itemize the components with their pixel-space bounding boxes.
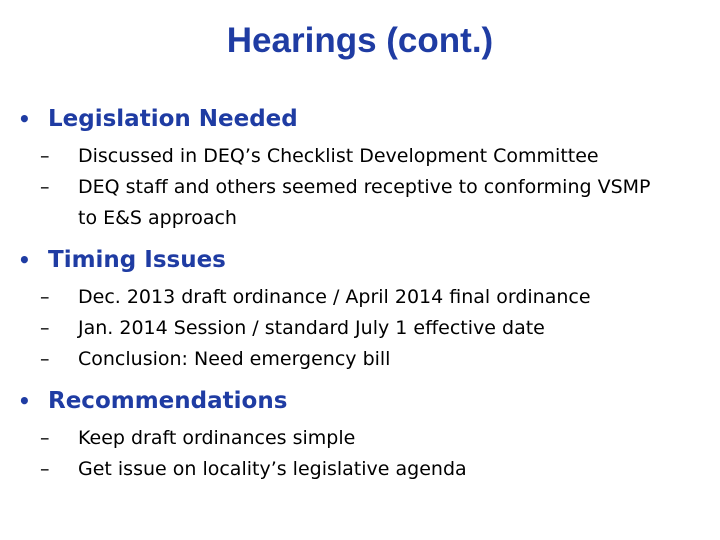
sub-item xyxy=(18,344,718,375)
sub-item xyxy=(18,282,718,313)
dash-icon: – xyxy=(40,176,50,198)
bullet-dot-icon: • xyxy=(18,107,31,131)
sub-item-text: DEQ staff and others seemed receptive to conforming VSMP xyxy=(78,176,651,198)
bullet-heading-text: Timing Issues xyxy=(48,247,226,273)
sub-item xyxy=(18,454,718,485)
section-timing-issues xyxy=(18,242,718,375)
sub-list xyxy=(18,423,718,485)
sub-item-continuation xyxy=(18,203,718,234)
sub-item-text: Dec. 2013 draft ordinance / April 2014 final ordinance xyxy=(78,286,591,308)
bullet-dot-icon: • xyxy=(18,389,31,413)
sub-item xyxy=(18,172,718,203)
sub-item-text: to E&S approach xyxy=(78,207,237,229)
sub-item xyxy=(18,313,718,344)
dash-icon: – xyxy=(40,458,50,480)
sub-item xyxy=(18,423,718,454)
bullet-heading-text: Recommendations xyxy=(48,388,288,414)
bullet-dot-icon: • xyxy=(18,248,31,272)
sub-item-text: Jan. 2014 Session / standard July 1 effective date xyxy=(78,317,545,339)
bullet-heading-text: Legislation Needed xyxy=(48,106,298,132)
dash-icon: – xyxy=(40,317,50,339)
sub-list xyxy=(18,141,718,234)
sub-item-text: Get issue on locality’s legislative agenda xyxy=(78,458,467,480)
section-recommendations xyxy=(18,383,718,485)
bullet-heading xyxy=(18,383,718,419)
bullet-heading xyxy=(18,242,718,278)
sub-item-text: Conclusion: Need emergency bill xyxy=(78,348,391,370)
slide-content xyxy=(18,101,718,493)
sub-item-text: Discussed in DEQ’s Checklist Development Committee xyxy=(78,145,599,167)
section-legislation-needed xyxy=(18,101,718,234)
sub-item-text: Keep draft ordinances simple xyxy=(78,427,356,449)
bullet-heading xyxy=(18,101,718,137)
dash-icon: – xyxy=(40,427,50,449)
dash-icon: – xyxy=(40,348,50,370)
slide-title: Hearings (cont.) xyxy=(226,21,494,60)
sub-item xyxy=(18,141,718,172)
dash-icon: – xyxy=(40,145,50,167)
sub-list xyxy=(18,282,718,375)
dash-icon: – xyxy=(40,286,50,308)
